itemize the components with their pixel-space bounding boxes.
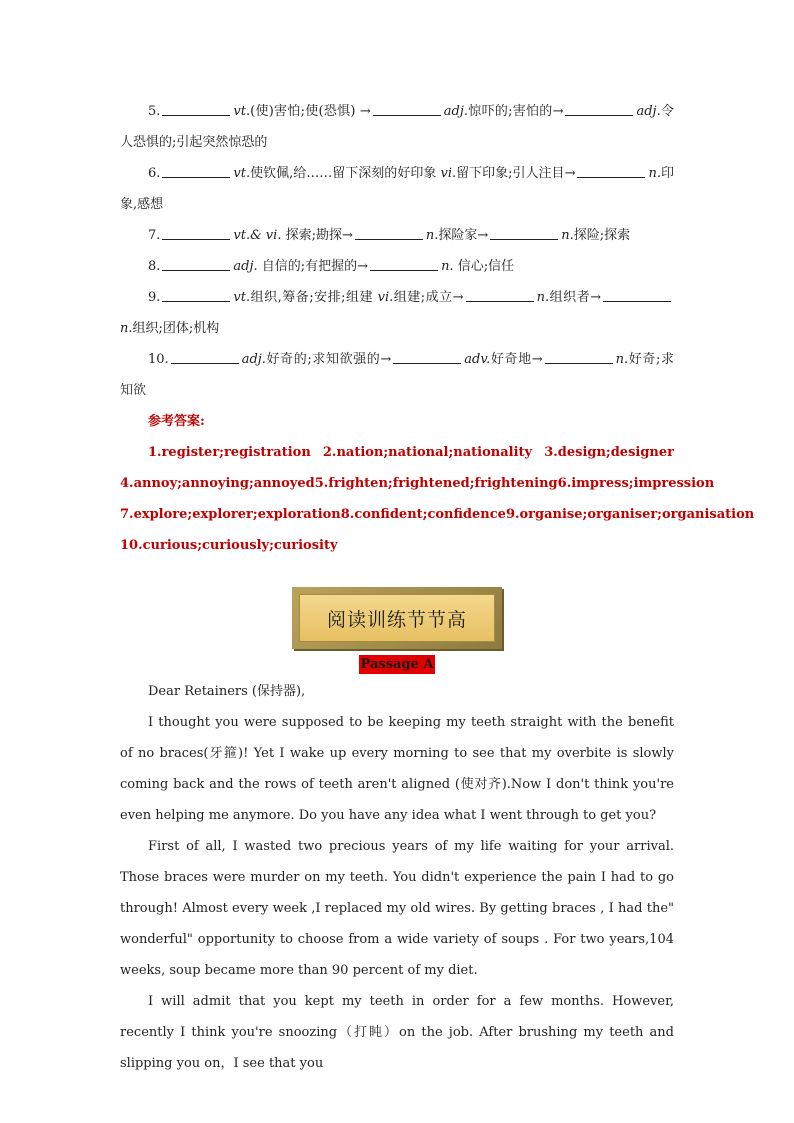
answer-blank[interactable] <box>171 349 239 364</box>
part-of-speech: n. <box>425 228 439 243</box>
answer-item: 4.annoy;annoying; <box>120 476 254 491</box>
part-of-speech: adj. <box>233 259 258 274</box>
part-of-speech: adj. <box>443 104 469 119</box>
definition: 组织者→ <box>549 290 601 305</box>
exercise-item-8 <box>120 251 674 282</box>
answer-item: 9.organise;organiser;organisation <box>505 507 755 522</box>
section-banner-title: 阅读训练节节高 <box>299 594 495 642</box>
answer-item: annoyed <box>253 476 315 491</box>
definition: 好奇地→ <box>490 352 543 367</box>
answers-title: 参考答案: <box>148 414 205 429</box>
answer-item: 1.register;registration <box>148 445 311 460</box>
answer-blank[interactable] <box>565 101 633 116</box>
part-of-speech: n. <box>441 259 454 274</box>
answers-line-2 <box>120 468 715 499</box>
answer-item: 3.design;designer <box>544 445 674 460</box>
answer-blank[interactable] <box>162 225 230 240</box>
answer-blank[interactable] <box>355 225 423 240</box>
exercise-item-10 <box>120 344 674 406</box>
answer-item: 10.curious;curiously;curiosity <box>120 538 338 553</box>
answer-item: 5.frighten;frightened;frightening <box>314 476 558 491</box>
part-of-speech: vt. <box>233 104 251 119</box>
answer-blank[interactable] <box>603 287 671 302</box>
part-of-speech: vi. <box>377 290 394 305</box>
part-of-speech: n. <box>120 321 133 336</box>
item-number: 6. <box>148 166 161 181</box>
item-number: 10. <box>148 352 169 367</box>
part-of-speech: n. <box>615 352 629 367</box>
item-number: 9. <box>148 290 161 305</box>
document-page <box>120 96 755 1079</box>
answer-item: 6.impress;impression <box>557 476 715 491</box>
part-of-speech: adj. <box>636 104 661 119</box>
exercise-item-5 <box>120 96 674 158</box>
definition: 印象,感想 <box>120 166 674 212</box>
letter-greeting: Dear Retainers (保持器), <box>148 684 306 699</box>
passage-paragraph-3: I will admit that you kept my teeth in order for a few months. However, recently I think you're snoozing（打盹）on the job. After brushing my teeth and slipping you on，I see that you <box>120 994 674 1071</box>
answer-blank[interactable] <box>577 163 645 178</box>
item-number: 5. <box>148 104 161 119</box>
definition: 好奇;求知欲 <box>120 352 674 398</box>
part-of-speech: adv. <box>464 352 491 367</box>
answer-blank[interactable] <box>490 225 558 240</box>
passage-label-wrap <box>120 655 674 674</box>
answer-blank[interactable] <box>373 101 441 116</box>
definition: 组建;成立→ <box>393 290 464 305</box>
answer-blank[interactable] <box>466 287 534 302</box>
answer-blank[interactable] <box>393 349 461 364</box>
definition: 组织;团体;机构 <box>132 321 220 336</box>
definition: 信心;信任 <box>453 259 515 274</box>
answer-blank[interactable] <box>162 256 230 271</box>
definition: 好奇的;求知欲强的→ <box>265 352 392 367</box>
passage-paragraph-2: First of all, I wasted two precious years of my life waiting for your arrival. Those braces were murder on my teeth. You didn't experience the pain I had to go through! Almost every week ,I replaced my old wires. By getting braces , I had the" wonderful" opportunity to choose from a wide variety of soups . For two years,104 weeks, soup became more than 90 percent of my diet. <box>120 839 674 978</box>
definition: 留下印象;引人注目→ <box>456 166 576 181</box>
part-of-speech: n. <box>561 228 574 243</box>
answer-blank[interactable] <box>162 163 230 178</box>
definition: 自信的;有把握的→ <box>257 259 369 274</box>
definition: 探险;探索 <box>573 228 631 243</box>
answers-line-4 <box>120 530 674 561</box>
part-of-speech: vt. <box>233 290 251 305</box>
definition: 令人恐惧的;引起突然惊恐的 <box>120 104 674 150</box>
section-banner-wrap <box>120 587 674 649</box>
exercise-item-7 <box>120 220 674 251</box>
answer-blank[interactable] <box>370 256 438 271</box>
definition: 使钦佩,给……留下深刻的好印象 <box>250 166 441 181</box>
part-of-speech: vi. <box>440 166 457 181</box>
passage-label: Passage A <box>360 657 434 672</box>
item-number: 7. <box>148 228 161 243</box>
exercise-item-9 <box>120 282 674 344</box>
definition: 惊吓的;害怕的→ <box>468 104 564 119</box>
part-of-speech: adj. <box>241 352 266 367</box>
definition: 探险家→ <box>438 228 489 243</box>
answer-blank[interactable] <box>545 349 613 364</box>
part-of-speech: vt.& vi. <box>233 228 282 243</box>
answers-line-3 <box>120 499 755 530</box>
passage-paragraph-1: I thought you were supposed to be keeping my teeth straight with the benefit of no braces(牙箍)! Yet I wake up every morning to see that my overbite is slowly coming back and the rows of teeth aren't aligned (使对齐).Now I don't think you're even helping me anymore. Do you have any idea what I went through to get you? <box>120 715 675 823</box>
answer-item: 7.explore;explorer;exploration <box>120 507 341 522</box>
answer-blank[interactable] <box>162 101 230 116</box>
exercise-item-6 <box>120 158 674 220</box>
item-number: 8. <box>148 259 161 274</box>
part-of-speech: n. <box>648 166 661 181</box>
answers-line-1 <box>120 437 674 468</box>
answer-item: 2.nation;national;nationality <box>322 445 533 460</box>
definition: 组织,筹备;安排;组建 <box>250 290 378 305</box>
definition: (使)害怕;使(恐惧) → <box>250 104 371 119</box>
answer-blank[interactable] <box>162 287 230 302</box>
definition: 探索;勘探→ <box>281 228 353 243</box>
part-of-speech: n. <box>536 290 550 305</box>
section-banner <box>292 587 502 649</box>
part-of-speech: vt. <box>233 166 251 181</box>
answer-item: 8.confident;confidence <box>340 507 506 522</box>
